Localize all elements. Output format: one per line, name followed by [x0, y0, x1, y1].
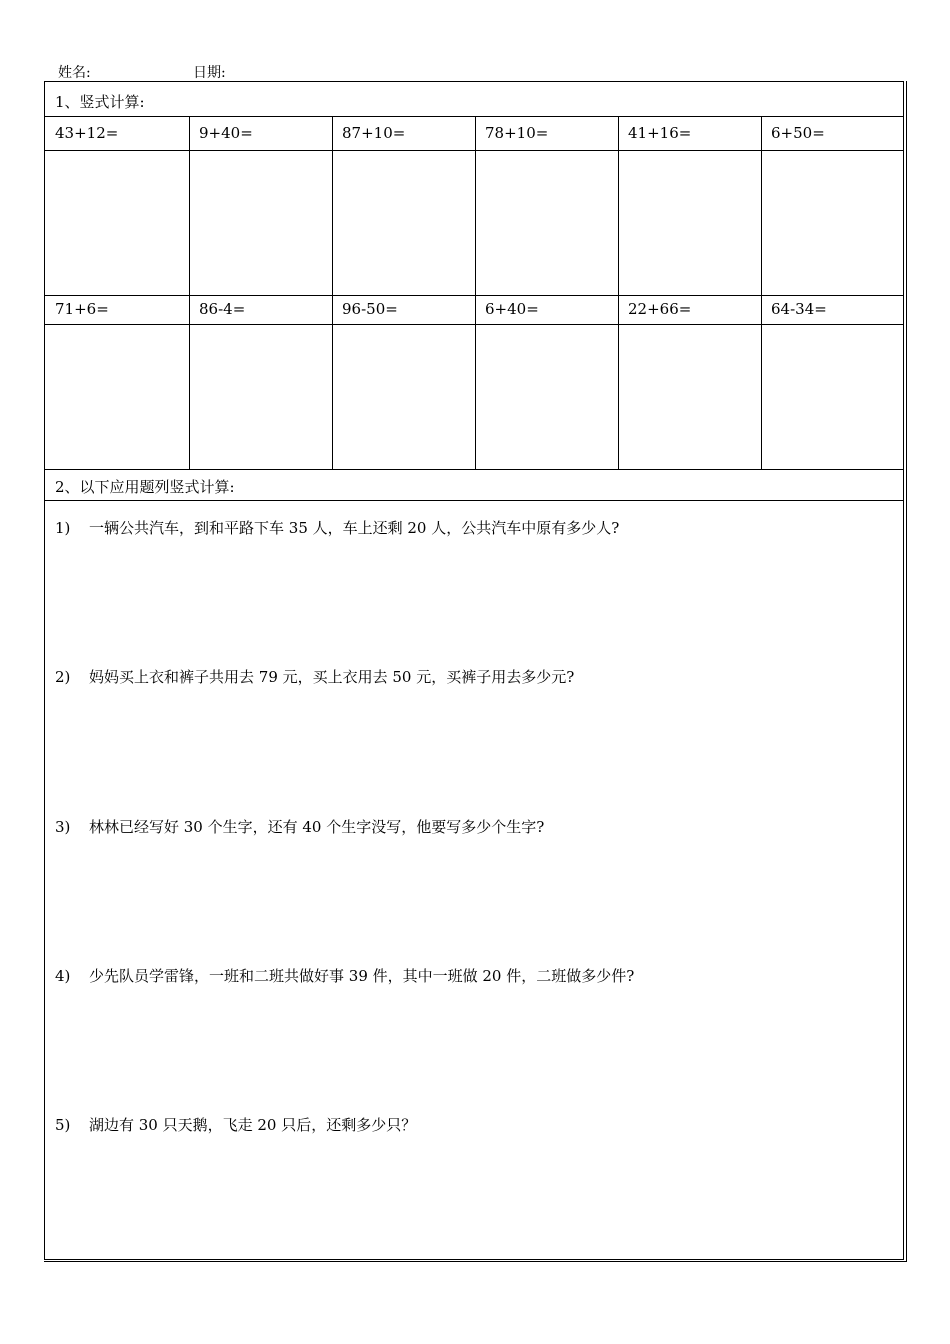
- word-problem: [55, 816, 544, 837]
- problem-number: 3): [55, 818, 71, 836]
- grid-line: [189, 116, 190, 469]
- divider: [45, 500, 903, 501]
- sheet-shadow-bottom: [44, 1261, 907, 1262]
- problem-text: 林林已经写好 30 个生字，还有 40 个生字没写，他要写多少个生字?: [89, 818, 545, 836]
- problem-text: 少先队员学雷锋，一班和二班共做好事 39 件，其中一班做 20 件，二班做多少件?: [89, 967, 635, 985]
- problem-cell-label: 64-34=: [771, 300, 827, 318]
- grid-line: [618, 116, 619, 469]
- problem-cell-label: 96-50=: [342, 300, 398, 318]
- problem-cell-label: 87+10=: [342, 124, 406, 142]
- grid-line: [475, 116, 476, 469]
- section2-title: 2、以下应用题列竖式计算:: [55, 478, 235, 496]
- problem-cell-label: 6+40=: [485, 300, 539, 318]
- problem-cell-label: 6+50=: [771, 124, 825, 142]
- problem-cell-label: 41+16=: [628, 124, 692, 142]
- problem-number: 5): [55, 1116, 71, 1134]
- divider: [45, 150, 903, 151]
- divider: [45, 324, 903, 325]
- problem-cell-label: 78+10=: [485, 124, 549, 142]
- problem-cell-label: 9+40=: [199, 124, 253, 142]
- divider: [45, 469, 903, 470]
- sheet-shadow-right: [906, 81, 907, 1262]
- date-label: 日期:: [193, 65, 226, 81]
- divider: [45, 116, 903, 117]
- problem-cell-label: 22+66=: [628, 300, 692, 318]
- problem-cell-label: 43+12=: [55, 124, 119, 142]
- worksheet: [44, 81, 904, 1260]
- section1-title: 1、竖式计算:: [55, 93, 145, 111]
- problem-cell-label: 71+6=: [55, 300, 109, 318]
- word-problem: [55, 965, 634, 986]
- problem-text: 一辆公共汽车，到和平路下车 35 人，车上还剩 20 人，公共汽车中原有多少人?: [89, 519, 620, 537]
- problem-text: 妈妈买上衣和裤子共用去 79 元，买上衣用去 50 元，买裤子用去多少元?: [89, 668, 575, 686]
- problem-cell-label: 86-4=: [199, 300, 246, 318]
- divider: [45, 295, 903, 296]
- problem-number: 4): [55, 967, 71, 985]
- problem-number: 2): [55, 668, 71, 686]
- grid-line: [332, 116, 333, 469]
- grid-line: [761, 116, 762, 469]
- word-problem: [55, 666, 574, 687]
- word-problem: [55, 1114, 416, 1135]
- name-label: 姓名:: [58, 65, 91, 81]
- problem-text: 湖边有 30 只天鹅，飞走 20 只后，还剩多少只？: [89, 1116, 417, 1134]
- word-problem: [55, 517, 619, 538]
- problem-number: 1): [55, 519, 71, 537]
